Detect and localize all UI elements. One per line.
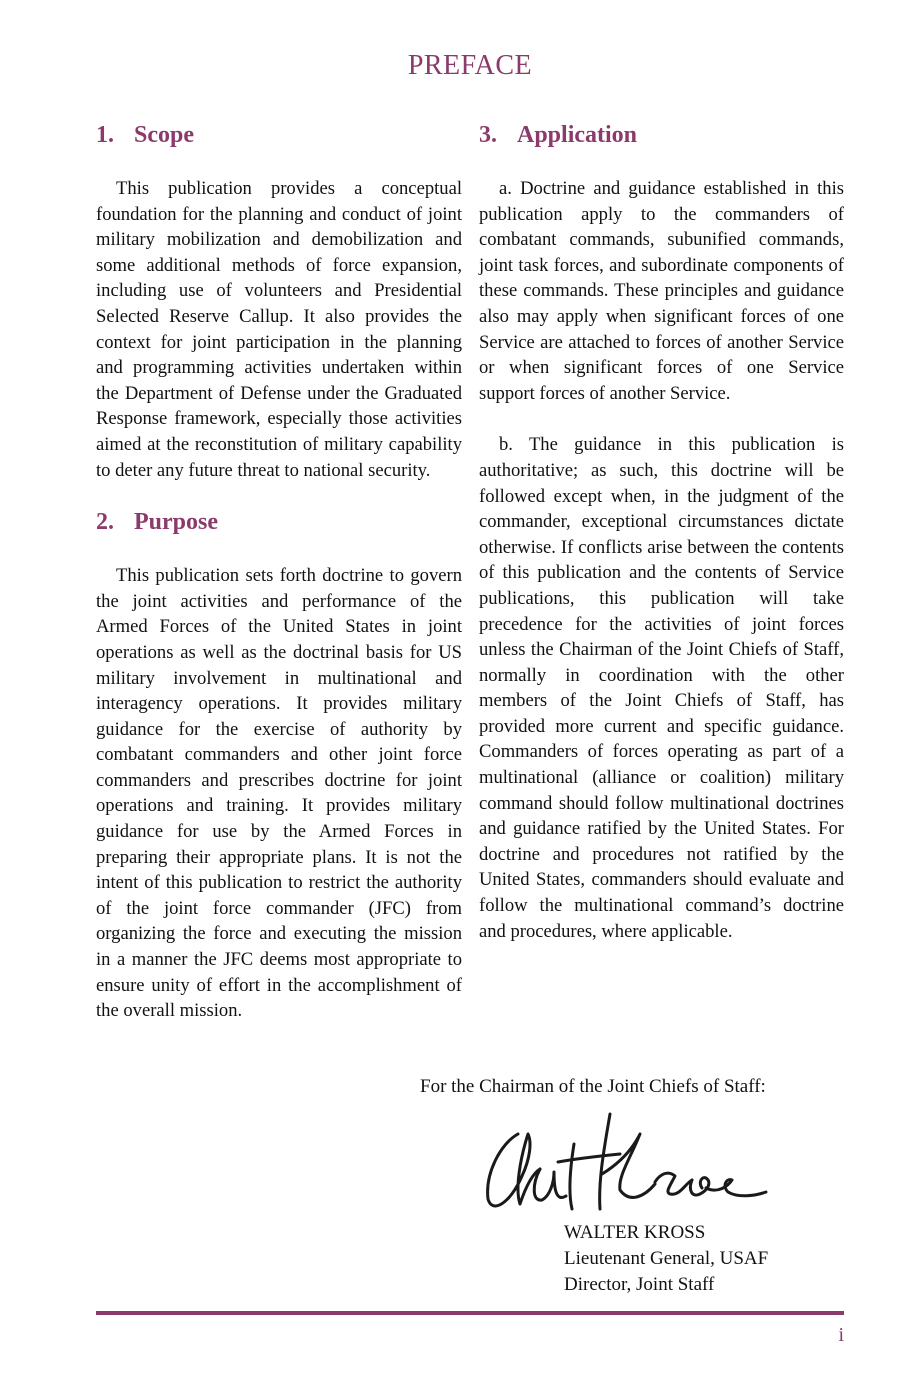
- scope-paragraph: This publication provides a conceptual foundation for the planning and conduct of joint military mobilization and demobilization and some additional methods of force expansion, including use of volunteers and Presidential Selected Reserve Callup. It also provides the context for joint participation in the planning and programming activities undertaken within the Department of Defense under the Graduated Response framework, especially those activities aimed at the reconstitution of military capability to deter any future threat to national security.: [96, 178, 462, 481]
- section-title: Scope: [134, 122, 194, 148]
- application-paragraph-a: a. Doctrine and guidance established in this publication apply to the commanders of combatant commands, subunified commands, joint task forces, and subordinate components of these commands. These principles and guidance also may apply when significant forces of one Service are attached to forces of another Service or when significant forces of one Service support forces of another Service.: [479, 178, 844, 404]
- footer-divider: [96, 1311, 844, 1315]
- right-column: [479, 118, 844, 944]
- signoff-line: For the Chairman of the Joint Chiefs of Staff:: [420, 1076, 766, 1097]
- signature-image: [470, 1104, 775, 1222]
- signatory-block: [564, 1220, 768, 1298]
- section-number: 1.: [96, 122, 114, 148]
- section-heading-purpose: [96, 505, 462, 553]
- signatory-rank: Lieutenant General, USAF: [564, 1248, 769, 1269]
- section-number: 3.: [479, 122, 497, 148]
- signatory-position: Director, Joint Staff: [564, 1274, 715, 1295]
- page-title: PREFACE: [407, 50, 533, 81]
- purpose-paragraph: This publication sets forth doctrine to govern the joint activities and performance of the Armed Forces of the United States in joint operations as well as the doctrinal basis for US military involvement in multinational and interagency operations. It provides military guidance for the exercise of authority by combatant commanders and other joint force commanders and prescribes doctrine for joint operations and training. It provides military guidance for use by the Armed Forces in preparing their appropriate plans. It is not the intent of this publication to restrict the authority of the joint force commander (JFC) from organizing the force and executing the mission in a manner the JFC deems most appropriate to ensure unity of effort in the accomplishment of the overall mission.: [96, 565, 462, 1022]
- left-column: [96, 118, 462, 1024]
- section-title: Purpose: [134, 509, 218, 536]
- signatory-name: WALTER KROSS: [564, 1222, 706, 1243]
- section-title: Application: [517, 122, 638, 148]
- section-heading-application: [479, 118, 844, 166]
- section-heading-scope: [96, 118, 462, 166]
- application-paragraph-b: b. The guidance in this publication is authoritative; as such, this doctrine will be followed except when, in the judgment of the commander, exceptional circumstances dictate otherwise. If conflicts arise between the contents of this publication and the contents of Service publications, this publication will take precedence for the activities of joint forces unless the Chairman of the Joint Chiefs of Staff, normally in coordination with the other members of the Joint Chiefs of Staff, has provided more current and specific guidance. Commanders of forces operating as part of a multinational (alliance or coalition) military command should follow multinational doctrines and guidance ratified by the United States. For doctrine and procedures not ratified by the United States, commanders should evaluate and follow the multinational command’s doctrine and procedures, where applicable.: [479, 434, 844, 942]
- page-number: i: [838, 1324, 844, 1346]
- section-number: 2.: [96, 509, 114, 536]
